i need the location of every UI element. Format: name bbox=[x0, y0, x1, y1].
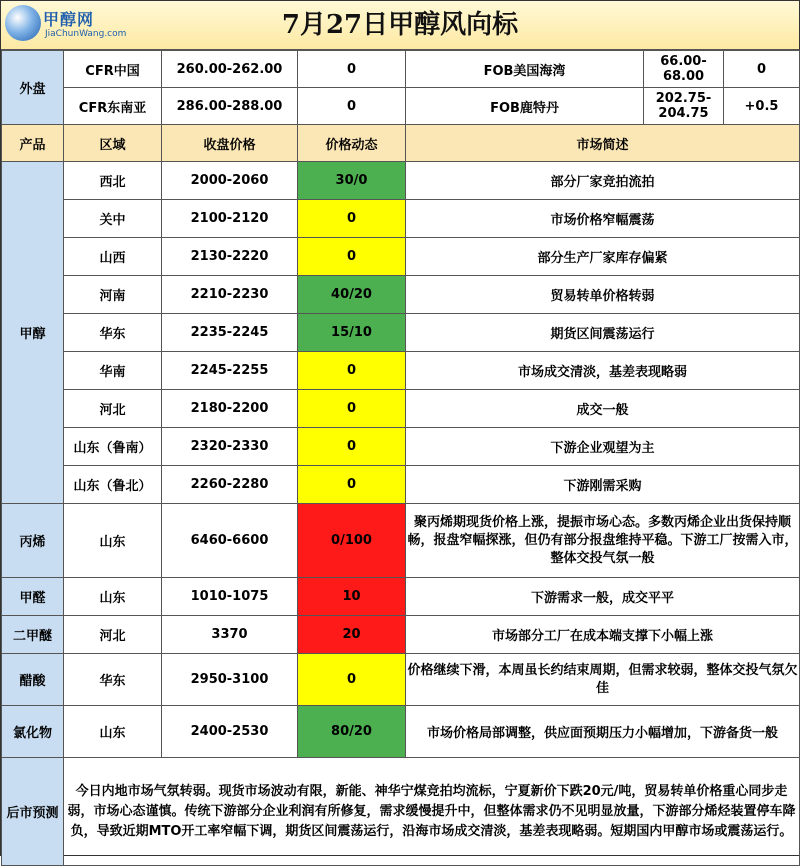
summary: 市场价格窄幅震荡 bbox=[406, 200, 800, 238]
forecast-label: 后市预测 bbox=[2, 758, 64, 866]
outer-change: +0.5 bbox=[724, 88, 800, 125]
summary: 下游企业观望为主 bbox=[406, 428, 800, 466]
price: 3370 bbox=[162, 616, 298, 654]
price: 2245-2255 bbox=[162, 352, 298, 390]
price: 2400-2530 bbox=[162, 706, 298, 758]
summary: 市场部分工厂在成本端支撑下小幅上涨 bbox=[406, 616, 800, 654]
summary: 市场价格局部调整，供应面预期压力小幅增加，下游备货一般 bbox=[406, 706, 800, 758]
summary: 下游刚需采购 bbox=[406, 466, 800, 504]
price: 2260-2280 bbox=[162, 466, 298, 504]
table-row bbox=[2, 200, 800, 238]
change-badge: 20 bbox=[298, 616, 406, 654]
summary: 部分厂家竞拍流拍 bbox=[406, 162, 800, 200]
forecast-text: 今日内地市场气氛转弱。现货市场波动有限，新能、神华宁煤竞拍均流标，宁夏新价下跌20元/吨，贸易转单价格重心同步走弱，市场心态谨慎。传统下游部分企业利润有所修复，需求缓慢提升中，但整体需求仍不见明显放量，下游部分烯烃装置停车降负，导致近期MTO开工率窄幅下调，期货区间震荡运行，沿海市场成交清淡，基差表现略弱。短期国内甲醇市场或震荡运行。 bbox=[64, 758, 800, 866]
summary: 市场成交清淡，基差表现略弱 bbox=[406, 352, 800, 390]
table-row bbox=[2, 352, 800, 390]
column-header-row bbox=[2, 125, 800, 162]
table-row bbox=[2, 504, 800, 578]
region: 河南 bbox=[64, 276, 162, 314]
price: 2235-2245 bbox=[162, 314, 298, 352]
price: 2180-2200 bbox=[162, 390, 298, 428]
change-badge: 0 bbox=[298, 654, 406, 706]
price: 1010-1075 bbox=[162, 578, 298, 616]
col-change: 价格动态 bbox=[298, 125, 406, 162]
outer-row-2 bbox=[2, 88, 800, 125]
change-badge: 0 bbox=[298, 428, 406, 466]
region: 山东 bbox=[64, 578, 162, 616]
product-label: 丙烯 bbox=[2, 504, 64, 578]
table-row bbox=[2, 238, 800, 276]
outer-name: CFR中国 bbox=[64, 51, 162, 88]
table-row bbox=[2, 390, 800, 428]
summary: 下游需求一般，成交平平 bbox=[406, 578, 800, 616]
change-badge: 80/20 bbox=[298, 706, 406, 758]
col-summary: 市场简述 bbox=[406, 125, 800, 162]
change-badge: 0 bbox=[298, 466, 406, 504]
product-label: 二甲醚 bbox=[2, 616, 64, 654]
change-badge: 10 bbox=[298, 578, 406, 616]
outer-price: 202.75-204.75 bbox=[644, 88, 724, 125]
region: 山西 bbox=[64, 238, 162, 276]
region: 山东 bbox=[64, 504, 162, 578]
outer-change: 0 bbox=[724, 51, 800, 88]
table-row bbox=[2, 706, 800, 758]
outer-name: FOB鹿特丹 bbox=[406, 88, 644, 125]
page-title: 7月27日甲醇风向标 bbox=[281, 10, 519, 40]
product-label: 氯化物 bbox=[2, 706, 64, 758]
change-badge: 0/100 bbox=[298, 504, 406, 578]
price: 6460-6600 bbox=[162, 504, 298, 578]
price: 2100-2120 bbox=[162, 200, 298, 238]
product-label: 甲醛 bbox=[2, 578, 64, 616]
region: 山东 bbox=[64, 706, 162, 758]
outer-label: 外盘 bbox=[2, 51, 64, 125]
region: 山东（鲁南） bbox=[64, 428, 162, 466]
outer-price: 260.00-262.00 bbox=[162, 51, 298, 88]
col-price: 收盘价格 bbox=[162, 125, 298, 162]
summary: 成交一般 bbox=[406, 390, 800, 428]
forecast-row bbox=[2, 758, 800, 866]
table-row bbox=[2, 314, 800, 352]
change-badge: 0 bbox=[298, 238, 406, 276]
outer-row-1 bbox=[2, 51, 800, 88]
change-badge: 0 bbox=[298, 352, 406, 390]
region: 山东（鲁北） bbox=[64, 466, 162, 504]
col-product: 产品 bbox=[2, 125, 64, 162]
summary: 价格继续下滑，本周虽长约结束周期，但需求较弱，整体交投气氛欠佳 bbox=[406, 654, 800, 706]
region: 西北 bbox=[64, 162, 162, 200]
table-row bbox=[2, 578, 800, 616]
table-row bbox=[2, 616, 800, 654]
product-methanol: 甲醇 bbox=[2, 162, 64, 504]
change-badge: 0 bbox=[298, 390, 406, 428]
product-label: 醋酸 bbox=[2, 654, 64, 706]
outer-name: CFR东南亚 bbox=[64, 88, 162, 125]
table-row bbox=[2, 466, 800, 504]
change-badge: 0 bbox=[298, 200, 406, 238]
outer-name: FOB美国海湾 bbox=[406, 51, 644, 88]
price: 2210-2230 bbox=[162, 276, 298, 314]
price: 2320-2330 bbox=[162, 428, 298, 466]
region: 河北 bbox=[64, 390, 162, 428]
price-table bbox=[1, 50, 800, 866]
change-badge: 15/10 bbox=[298, 314, 406, 352]
summary: 期货区间震荡运行 bbox=[406, 314, 800, 352]
table-row bbox=[2, 654, 800, 706]
outer-price: 66.00-68.00 bbox=[644, 51, 724, 88]
summary: 贸易转单价格转弱 bbox=[406, 276, 800, 314]
price: 2950-3100 bbox=[162, 654, 298, 706]
logo-en-text: JiaChunWang.com bbox=[45, 29, 127, 39]
col-region: 区域 bbox=[64, 125, 162, 162]
table-row bbox=[2, 276, 800, 314]
table-row bbox=[2, 428, 800, 466]
region: 华东 bbox=[64, 654, 162, 706]
outer-change: 0 bbox=[298, 51, 406, 88]
table-row bbox=[2, 162, 800, 200]
change-badge: 40/20 bbox=[298, 276, 406, 314]
summary: 聚丙烯期现货价格上涨，提振市场心态。多数丙烯企业出货保持顺畅，报盘窄幅探涨，但仍有部分报盘维持平稳。下游工厂按需入市，整体交投气氛一般 bbox=[406, 504, 800, 578]
logo-cn-text: 甲醇网 bbox=[43, 10, 95, 29]
outer-change: 0 bbox=[298, 88, 406, 125]
price: 2130-2220 bbox=[162, 238, 298, 276]
region: 关中 bbox=[64, 200, 162, 238]
region: 华南 bbox=[64, 352, 162, 390]
region: 河北 bbox=[64, 616, 162, 654]
price: 2000-2060 bbox=[162, 162, 298, 200]
summary: 部分生产厂家库存偏紧 bbox=[406, 238, 800, 276]
outer-price: 286.00-288.00 bbox=[162, 88, 298, 125]
region: 华东 bbox=[64, 314, 162, 352]
change-badge: 30/0 bbox=[298, 162, 406, 200]
